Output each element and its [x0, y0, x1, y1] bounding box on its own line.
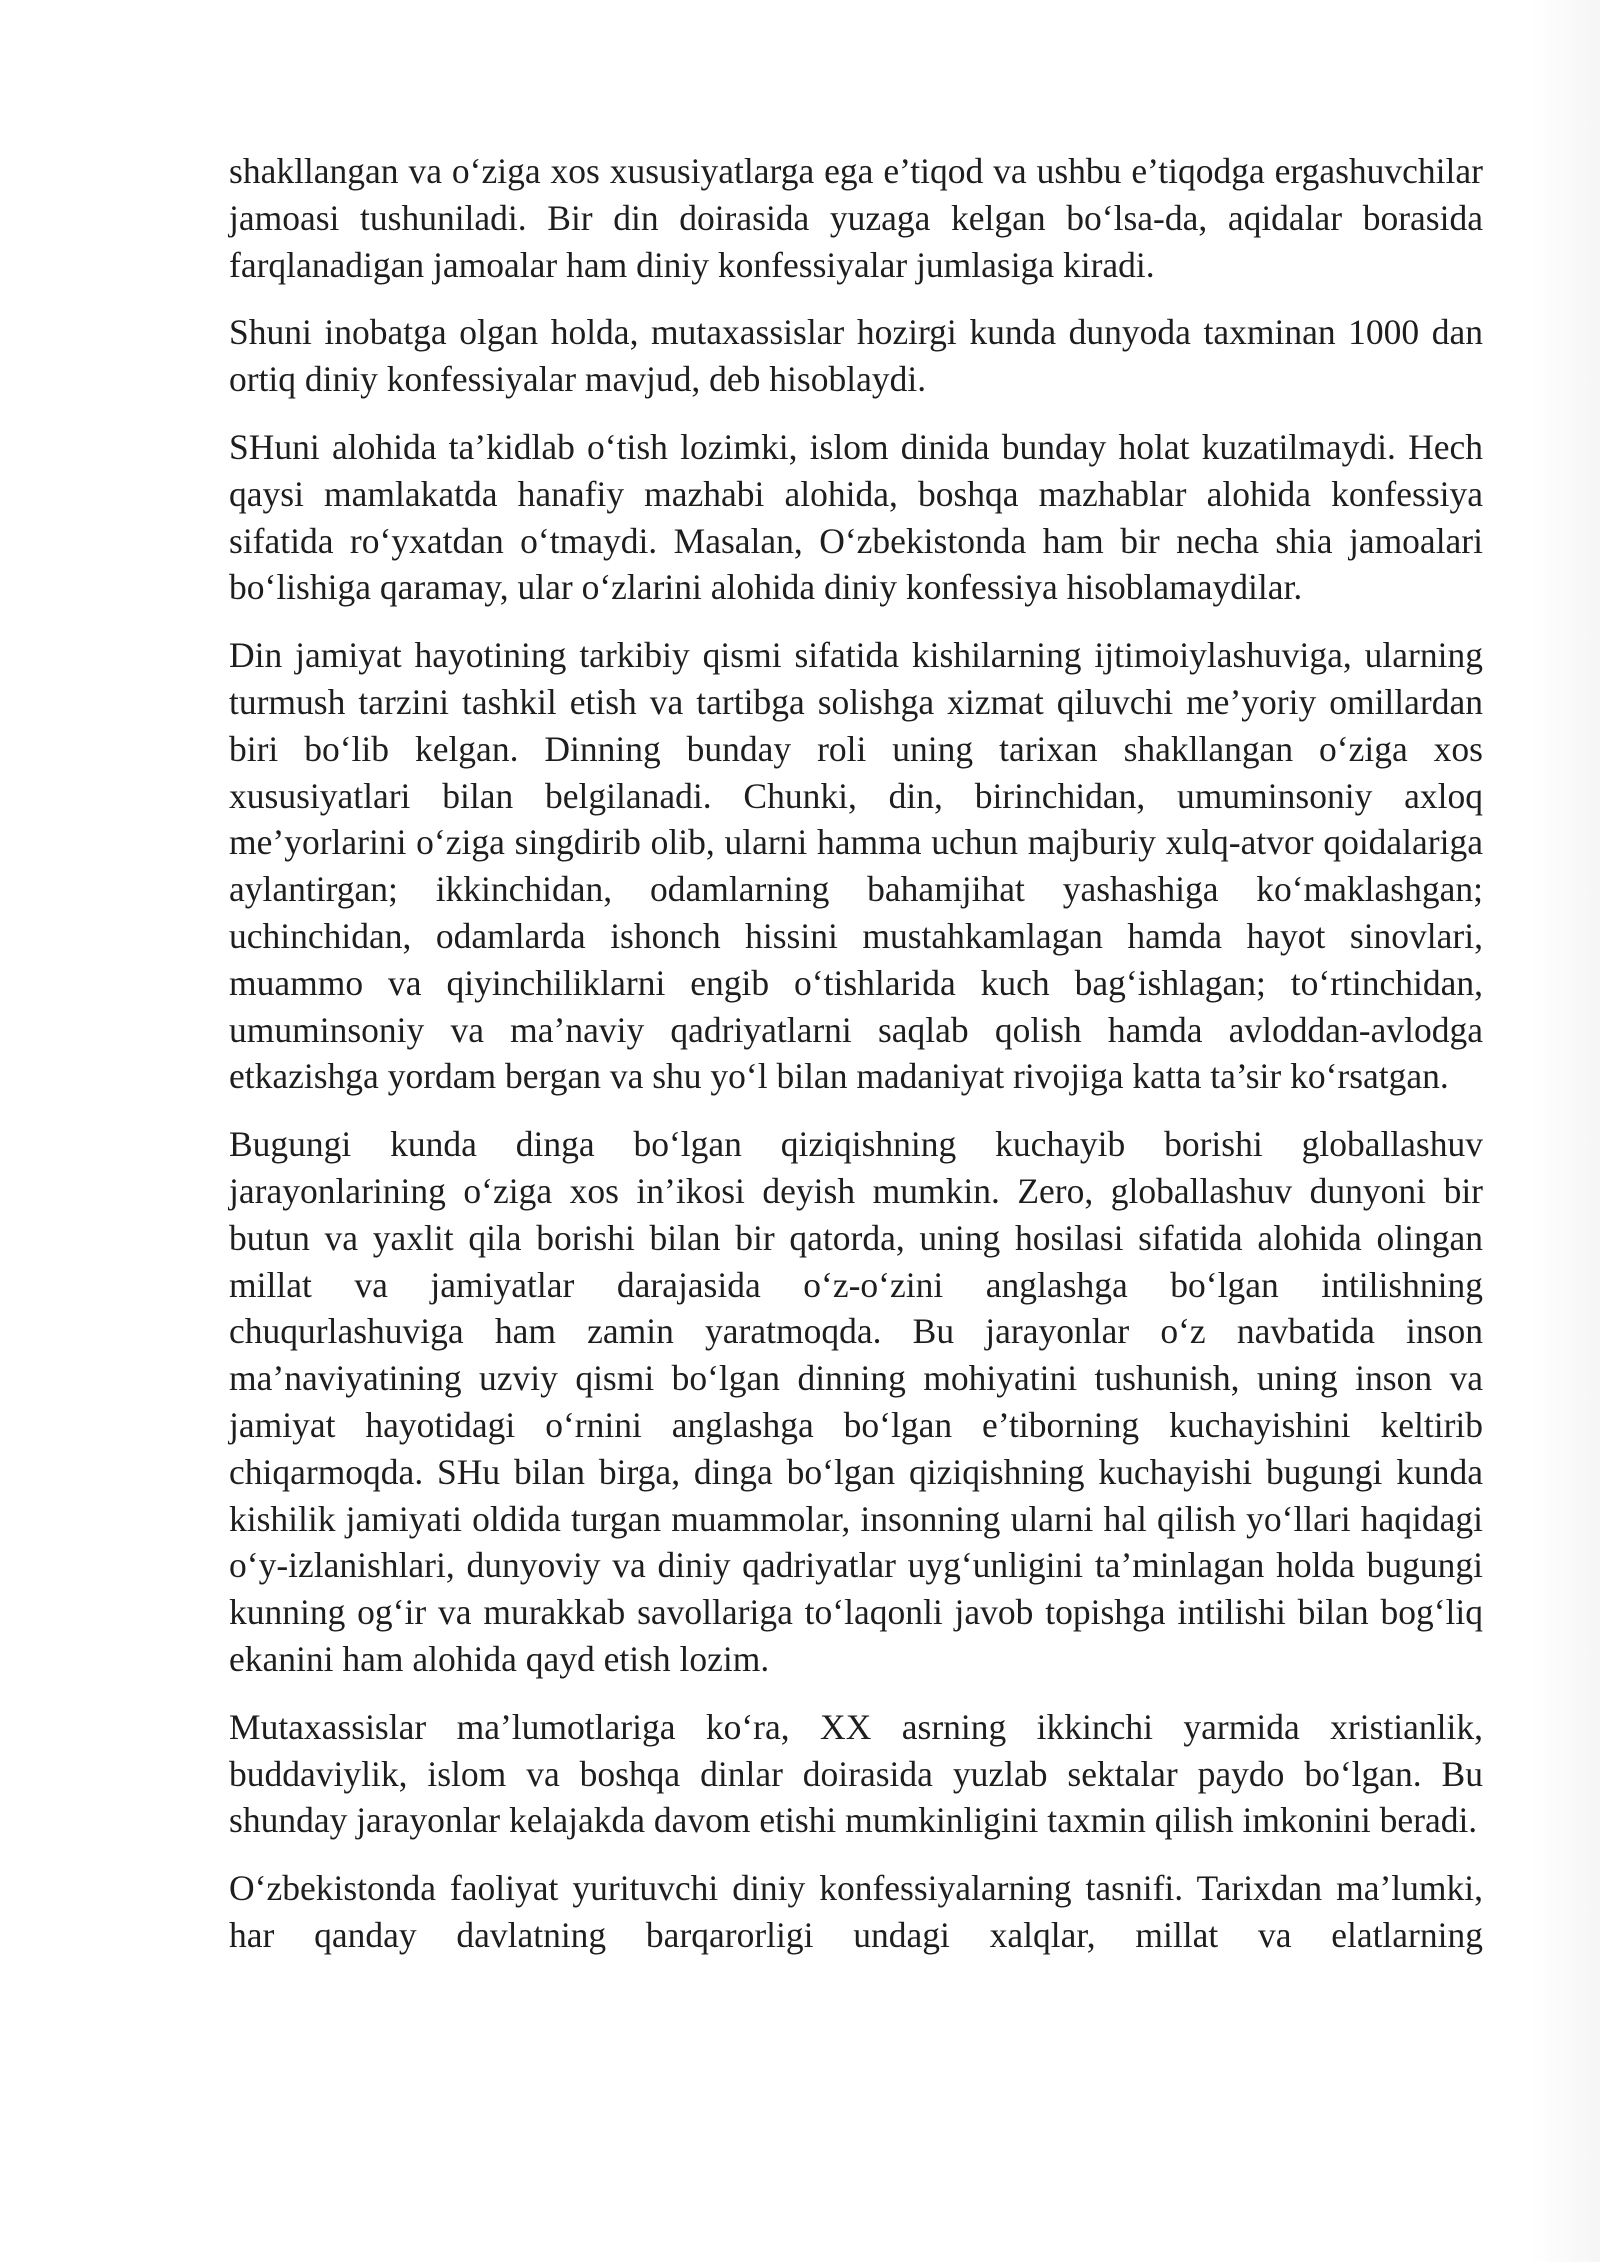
paragraph-3: SHuni alohida ta’kidlab o‘tish lozimki, islom dinida bunday holat kuzatilmaydi. Hech qaysi mamlakatda hanafiy mazhabi alohida, boshqa mazhablar alohida konfessiya sifatida ro‘yxatdan o‘tmaydi. Masalan, O‘zbekistonda ham bir necha shia jamoalari bo‘lishiga qaramay, ular o‘zlarini alohida diniy konfessiya hisoblamaydilar.	[229, 426, 1483, 608]
page-edge-shadow	[1530, 0, 1600, 2262]
paragraph-5: Bugungi kunda dinga bo‘lgan qiziqishning kuchayib borishi globallashuv jarayonlarining o‘ziga xos in’ikosi deyish mumkin. Zero, globallashuv dunyoni bir butun va yaxlit qila borishi bilan bir qatorda, uning hosilasi sifatida alohida olingan millat va jamiyatlar darajasida o‘z-o‘zini anglashga bo‘lgan intilishning chuqurlashuviga ham zamin yaratmoqda. Bu jarayonlar o‘z navbatida inson ma’naviyatining uzviy qismi bo‘lgan dinning mohiyatini tushunish, uning inson va jamiyat hayotidagi o‘rnini anglashga bo‘lgan e’tiborning kuchayishini keltirib chiqarmoqda. SHu bilan birga, dinga bo‘lgan qiziqishning kuchayishi bugungi kunda kishilik jamiyati oldida turgan muammolar, insonning ularni hal qilish yo‘llari haqidagi o‘y-izlanishlari, dunyoviy va diniy qadriyatlar uyg‘unligini ta’minlagan holda bugungi kunning og‘ir va murakkab savollariga to‘laqonli javob topishga intilishi bilan bog‘liq ekanini ham alohida qayd etish lozim.	[229, 1124, 1483, 1679]
paragraph-1: shakllangan va o‘ziga xos xususiyatlarga ega e’tiqod va ushbu e’tiqodga ergashuvchilar jamoasi tushuniladi. Bir din doirasida yuzaga kelgan bo‘lsa-da, aqidalar borasida farqlanadigan jamoalar ham diniy konfessiyalar jumlasiga kiradi.	[229, 151, 1483, 285]
document-page	[229, 148, 1483, 1980]
paragraph-4: Din jamiyat hayotining tarkibiy qismi sifatida kishilarning ijtimoiylashuviga, ularning turmush tarzini tashkil etish va tartibga solishga xizmat qiluvchi me’yoriy omillardan biri bo‘lib kelgan. Dinning bunday roli uning tarixan shakllangan o‘ziga xos xususiyatlari bilan belgilanadi. Chunki, din, birinchidan, umuminsoniy axloq me’yorlarini o‘ziga singdirib olib, ularni hamma uchun majburiy xulq-atvor qoidalariga aylantirgan; ikkinchidan, odamlarning bahamjihat yashashiga ko‘maklashgan; uchinchidan, odamlarda ishonch hissini mustahkamlagan hamda hayot sinovlari, muammo va qiyinchiliklarni engib o‘tishlarida kuch bag‘ishlagan; to‘rtinchidan, umuminsoniy va ma’naviy qadriyatlarni saqlab qolish hamda avloddan-avlodga etkazishga yordam bergan va shu yo‘l bilan madaniyat rivojiga katta ta’sir ko‘rsatgan.	[229, 635, 1483, 1097]
paragraph-7: O‘zbekistonda faoliyat yurituvchi diniy konfessiyalarning tasnifi. Tarixdan ma’lumki, har qanday davlatning barqarorligi undagi xalqlar, millat va elatlarning	[229, 1868, 1483, 1955]
paragraph-2: Shuni inobatga olgan holda, mutaxassislar hozirgi kunda dunyoda taxminan 1000 dan ortiq diniy konfessiyalar mavjud, deb hisoblaydi.	[229, 312, 1483, 400]
paragraph-6: Mutaxassislar ma’lumotlariga ko‘ra, XX asrning ikkinchi yarmida xristianlik, buddaviylik, islom va boshqa dinlar doirasida yuzlab sektalar paydo bo‘lgan. Bu shunday jarayonlar kelajakda davom etishi mumkinligini taxmin qilish imkonini beradi.	[229, 1706, 1483, 1841]
